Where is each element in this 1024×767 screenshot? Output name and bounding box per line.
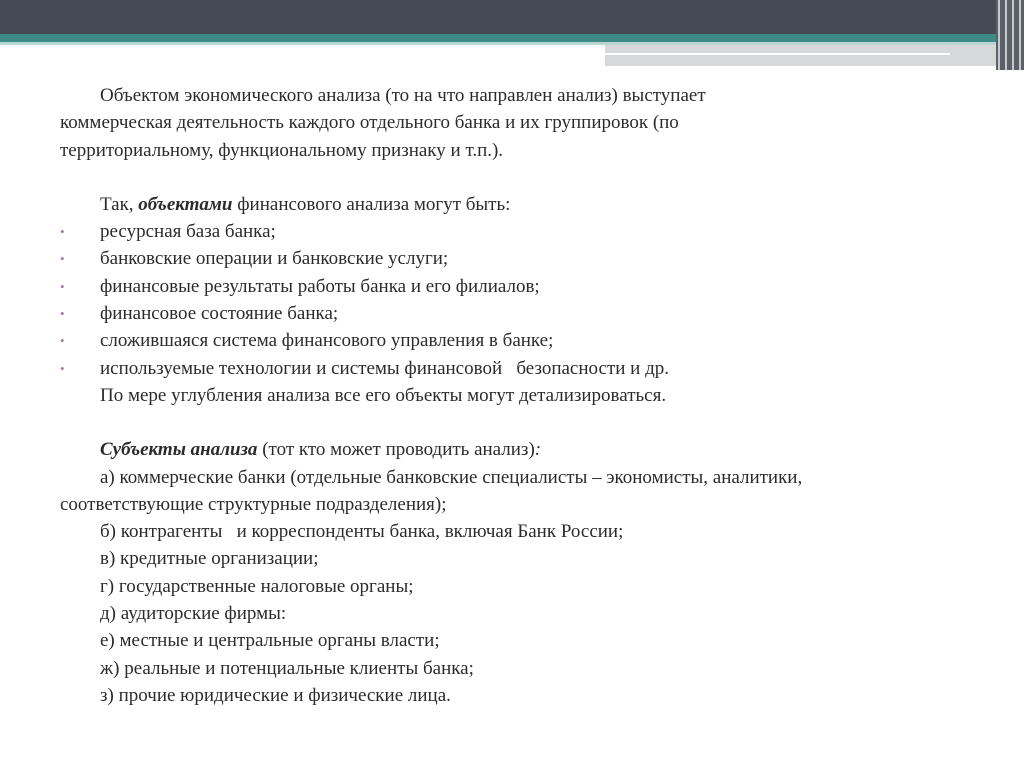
list-item-text: используемые технологии и системы финансовой безопасности и др. xyxy=(100,357,669,379)
list-item-text: финансовое состояние банка; xyxy=(100,303,339,325)
objects-list-item xyxy=(60,327,960,354)
subjects-lead-emphasis: Субъекты анализа xyxy=(100,439,258,461)
subject-d: д) аудиторские фирмы: xyxy=(100,603,287,625)
header-band xyxy=(0,0,1024,34)
objects-list-item xyxy=(60,300,960,327)
subject-e: е) местные и центральные органы власти; xyxy=(100,630,440,652)
spacer xyxy=(60,409,960,436)
gray-band xyxy=(605,45,1000,66)
vertical-line xyxy=(1005,0,1007,70)
list-item-text: сложившаяся система финансового управления в банке; xyxy=(100,330,554,352)
subject-zh: ж) реальные и потенциальные клиенты банка; xyxy=(100,657,474,679)
list-item-text: финансовые результаты работы банка и его филиалов; xyxy=(100,275,540,297)
bullet-dot-icon: • xyxy=(60,333,65,349)
bullet-dot-icon: • xyxy=(60,278,65,294)
subjects-lead xyxy=(60,436,960,463)
bullet-dot-icon: • xyxy=(60,360,65,376)
objects-closing: По мере углубления анализа все его объекты могут детализироваться. xyxy=(100,384,667,406)
spacer xyxy=(60,164,960,191)
objects-list-item xyxy=(60,355,960,382)
bullet-dot-icon: • xyxy=(60,251,65,267)
accent-strip xyxy=(0,34,1000,42)
objects-lead-suffix: финансового анализа могут быть: xyxy=(232,193,511,215)
subject-a-line-2: соответствующие структурные подразделения); xyxy=(60,493,447,515)
objects-lead xyxy=(60,191,960,218)
subject-z: з) прочие юридические и физические лица. xyxy=(100,684,451,706)
objects-list-item xyxy=(60,273,960,300)
vertical-line xyxy=(1019,0,1021,70)
subject-a-line-1: а) коммерческие банки (отдельные банковские специалисты – экономисты, аналитики, xyxy=(100,466,803,488)
objects-lead-prefix: Так, xyxy=(100,193,139,215)
list-item-text: ресурсная база банка; xyxy=(100,221,276,243)
intro-line-1: Объектом экономического анализа (то на что направлен анализ) выступает xyxy=(100,85,706,106)
objects-list-item xyxy=(60,245,960,272)
intro-line-3: территориальному, функциональному признаку и т.п.). xyxy=(60,139,504,161)
subject-v: в) кредитные организации; xyxy=(100,548,319,570)
white-line xyxy=(605,53,950,55)
bullet-dot-icon: • xyxy=(60,306,65,322)
subjects-lead-suffix: (тот кто может проводить анализ) xyxy=(257,439,535,461)
objects-lead-emphasis: объектами xyxy=(138,193,233,215)
intro-line-2: коммерческая деятельность каждого отдельного банка и их группировок (по xyxy=(60,112,679,134)
subjects-lead-colon: : xyxy=(534,439,542,461)
subject-b: б) контрагенты и корреспонденты банка, включая Банк России; xyxy=(100,521,624,543)
subject-g: г) государственные налоговые органы; xyxy=(100,575,414,597)
vertical-line xyxy=(1012,0,1014,70)
slide-body xyxy=(60,82,960,709)
list-item-text: банковские операции и банковские услуги; xyxy=(100,248,449,270)
bullet-dot-icon: • xyxy=(60,224,65,240)
objects-list-item xyxy=(60,218,960,245)
vertical-line xyxy=(998,0,1000,70)
